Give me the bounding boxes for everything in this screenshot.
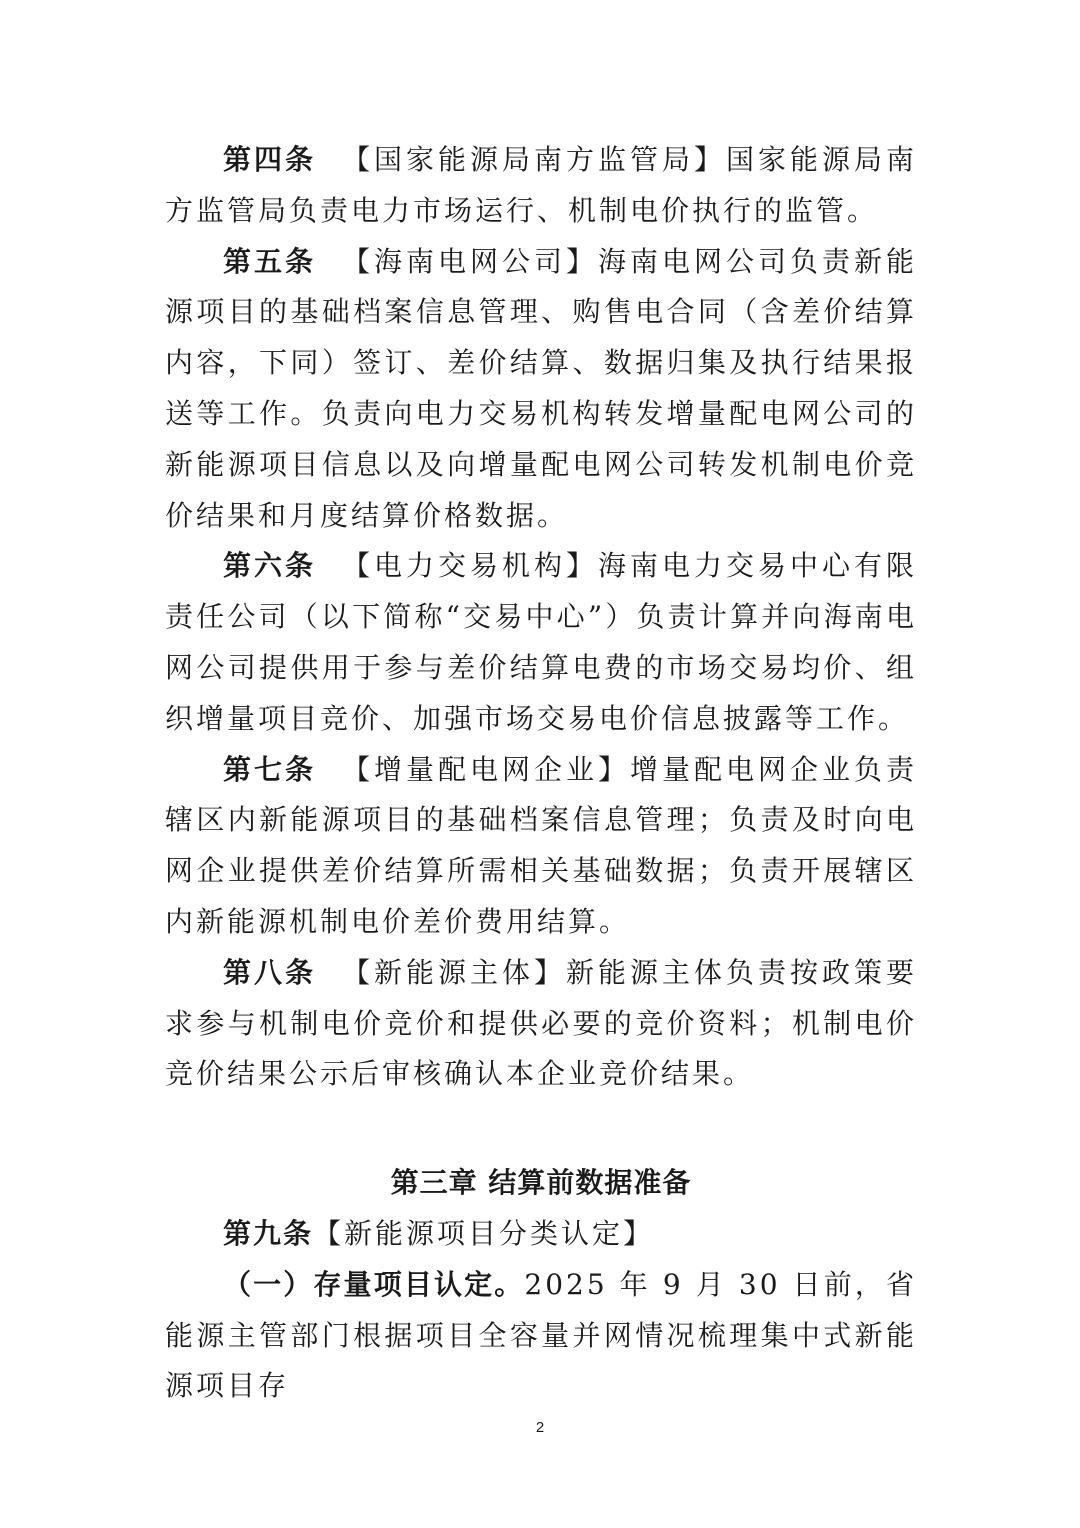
clause-1 xyxy=(165,1260,917,1412)
article-5-lead: 第五条 xyxy=(223,244,316,278)
article-7-body: 【增量配电网企业】增量配电网企业负责辖区内新能源项目的基础档案信息管理；负责及时向电网企业提供差价结算所需相关基础数据；负责开展辖区内新能源机制电价差价费用结算。 xyxy=(165,752,917,938)
article-9 xyxy=(165,1209,917,1260)
article-7-lead: 第七条 xyxy=(223,752,316,786)
clause-1-lead: （一）存量项目认定。 xyxy=(223,1267,525,1301)
chapter-spacer xyxy=(165,1100,917,1158)
article-5 xyxy=(165,237,917,542)
article-7 xyxy=(165,745,917,948)
article-8-body: 【新能源主体】新能源主体负责按政策要求参与机制电价竞价和提供必要的竞价资料；机制电价竞价结果公示后审核确认本企业竞价结果。 xyxy=(165,955,917,1091)
page-content xyxy=(165,135,917,1412)
page-number: 2 xyxy=(535,1419,545,1436)
article-4-body: 【国家能源局南方监管局】国家能源局南方监管局负责电力市场运行、机制电价执行的监管。 xyxy=(165,143,917,227)
article-6 xyxy=(165,541,917,744)
article-6-lead: 第六条 xyxy=(223,549,316,583)
article-9-lead: 第九条 xyxy=(223,1216,314,1250)
clause-1-body: 2025 年 9 月 30 日前，省能源主管部门根据项目全容量并网情况梳理集中式新能源项目存 xyxy=(165,1267,917,1403)
article-5-body: 【海南电网公司】海南电网公司负责新能源项目的基础档案信息管理、购售电合同（含差价结算内容，下同）签订、差价结算、数据归集及执行结果报送等工作。负责向电力交易机构转发增量配电网公司的新能源项目信息以及向增量配电网公司转发机制电价竞价结果和月度结算价格数据。 xyxy=(165,244,917,532)
article-4-lead: 第四条 xyxy=(223,143,316,176)
chapter-title: 第三章 结算前数据准备 xyxy=(390,1166,692,1200)
article-8 xyxy=(165,948,917,1100)
article-8-lead: 第八条 xyxy=(223,955,316,989)
article-4 xyxy=(165,135,917,237)
article-9-body: 【新能源项目分类认定】 xyxy=(313,1216,655,1250)
article-6-body: 【电力交易机构】海南电力交易中心有限责任公司（以下简称“交易中心”）负责计算并向海南电网公司提供用于参与差价结算电费的市场交易均价、组织增量项目竞价、加强市场交易电价信息披露等工作。 xyxy=(165,549,917,735)
